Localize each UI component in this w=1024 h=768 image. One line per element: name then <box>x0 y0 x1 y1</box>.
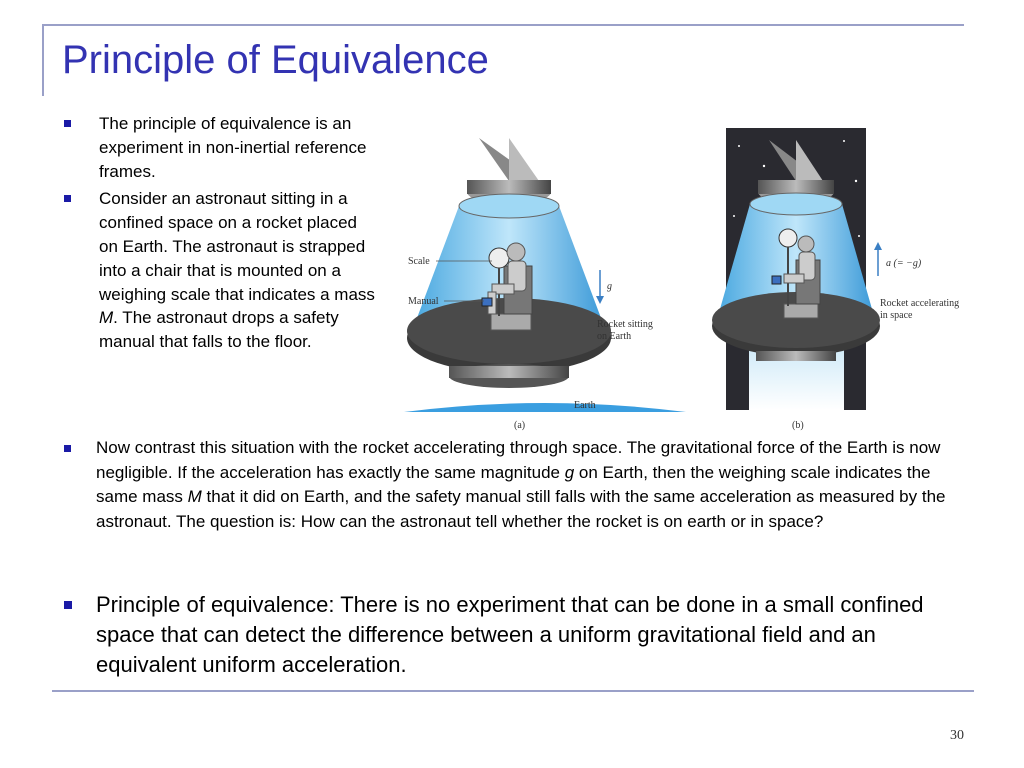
bullet-text: Consider an astronaut sitting in a confined space on a rocket placed on Earth. The astronaut is strapped into a chair that is mounted on a weighing scale that indicates a mass <box>99 189 375 304</box>
square-bullet-icon <box>64 601 72 609</box>
caption-b: (b) <box>792 420 804 431</box>
bullet-text: Now contrast this situation with the rocket accelerating through space. The gravitational force of the Earth is now negligible. If the acceleration has exactly the same magnitude <box>96 438 941 482</box>
label-g: g <box>607 281 612 292</box>
label-scale: Scale <box>408 256 430 267</box>
mass-symbol: M <box>187 487 202 506</box>
bottom-rule <box>52 690 974 692</box>
rocket-illustration <box>404 126 988 436</box>
label-sitting-line1: Rocket sitting <box>597 319 653 330</box>
left-rule <box>42 24 44 96</box>
mass-symbol: M <box>99 308 114 328</box>
bullet-text-end: that it did on Earth, and the safety manual still falls with the same acceleration as measured by the astronaut. The question is: How can the astronaut tell whether the rocket is on earth or in space? <box>96 487 946 531</box>
rocket-a <box>407 138 611 388</box>
gravity-symbol: g <box>564 462 575 482</box>
square-bullet-icon <box>64 195 71 202</box>
label-earth: Earth <box>574 400 596 411</box>
slide-title: Principle of Equivalence <box>62 38 489 82</box>
bullet-item <box>62 436 962 534</box>
label-sitting-line2: on Earth <box>597 331 632 342</box>
bullet-text: The principle of equivalence is an experiment in non-inertial reference frames. <box>99 114 367 181</box>
top-bullet-list <box>62 112 380 358</box>
square-bullet-icon <box>64 445 71 452</box>
bullet-item <box>62 112 380 183</box>
label-acceleration: a (= −g) <box>886 258 922 269</box>
earth-surface <box>404 403 686 412</box>
bullet-text-end: . The astronaut drops a safety manual that falls to the floor. <box>99 308 339 352</box>
bottom-bullet-list <box>62 590 942 680</box>
rocket-figure <box>404 126 988 436</box>
caption-a: (a) <box>514 420 526 431</box>
label-manual: Manual <box>408 296 439 307</box>
top-rule <box>42 24 964 26</box>
bullet-text: Principle of equivalence: There is no experiment that can be done in a small confined space that can detect the difference between a uniform gravitational field and an equivalent uniform acceleration. <box>96 592 924 677</box>
square-bullet-icon <box>64 120 71 127</box>
label-accelerating-line2: in space <box>880 310 913 321</box>
page-number: 30 <box>950 728 964 743</box>
rocket-b <box>712 128 880 410</box>
bullet-text-cont: on Earth, then the weighing scale indicates the same mass <box>96 462 931 506</box>
bullet-item <box>62 590 942 680</box>
middle-bullet-list <box>62 436 962 534</box>
bullet-item <box>62 187 380 354</box>
label-accelerating-line1: Rocket accelerating <box>880 298 960 309</box>
